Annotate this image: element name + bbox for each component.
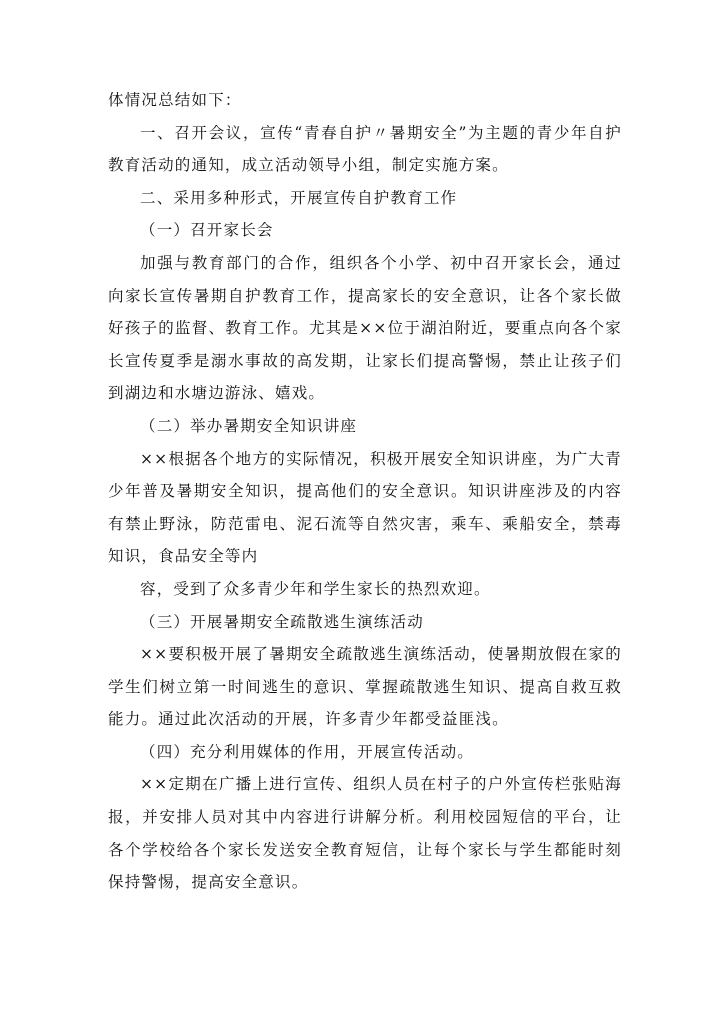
subheading-parent-meeting: （一）召开家长会 — [140, 221, 274, 240]
subheading-evacuation-drill: （三）开展暑期安全疏散逃生演练活动 — [140, 612, 424, 631]
paragraph-summary-intro: 体情况总结如下： — [108, 91, 242, 109]
paragraph-media-publicity: ××定期在广播上进行宣传、组织人员在村子的户外宣传栏张贴海报，并安排人员对其中内容进行讲解分析。利用校园短信的平台，让各个学校给各个家长发送安全教育短信，让每个家长与学生都能时刻保持警惕，提高安全意识。 — [108, 775, 622, 892]
paragraph-safety-lecture-continued: 容，受到了众多青少年和学生家长的热烈欢迎。 — [140, 579, 491, 598]
paragraph-parent-meeting: 加强与教育部门的合作，组织各个小学、初中召开家长会，通过向家长宣传暑期自护教育工作，提高家长的安全意识，让各个家长做好孩子的监督、教育工作。尤其是××位于湖泊附近，要重点向各个家长宣传夏季是溺水事故的高发期，让家长们提高警惕，禁止让孩子们到湖边和水塘边游泳、嬉戏。 — [108, 253, 622, 403]
paragraph-section-one: 一、召开会议，宣传“青春自护〃暑期安全”为主题的青少年自护教育活动的通知，成立活动领导小组，制定实施方案。 — [108, 123, 622, 175]
paragraph-evacuation-drill: ××要积极开展了暑期安全疏散逃生演练活动，使暑期放假在家的学生们树立第一时间逃生的意识、掌握疏散逃生知识、提高自救互救能力。通过此次活动的开展，许多青少年都受益匪浅。 — [108, 645, 622, 729]
paragraph-safety-lecture: ××根据各个地方的实际情况，积极开展安全知识讲座，为广大青少年普及暑期安全知识，提高他们的安全意识。知识讲座涉及的内容有禁止野泳，防范雷电、泥石流等自然灾害，乘车、乘船安全，禁毒知识，食品安全等内 — [108, 449, 622, 566]
paragraph-section-two-heading: 二、采用多种形式，开展宣传自护教育工作 — [140, 188, 458, 207]
subheading-safety-lecture: （二）举办暑期安全知识讲座 — [140, 416, 358, 435]
subheading-media-publicity: （四）充分利用媒体的作用，开展宣传活动。 — [140, 742, 475, 761]
document-body — [108, 84, 622, 899]
